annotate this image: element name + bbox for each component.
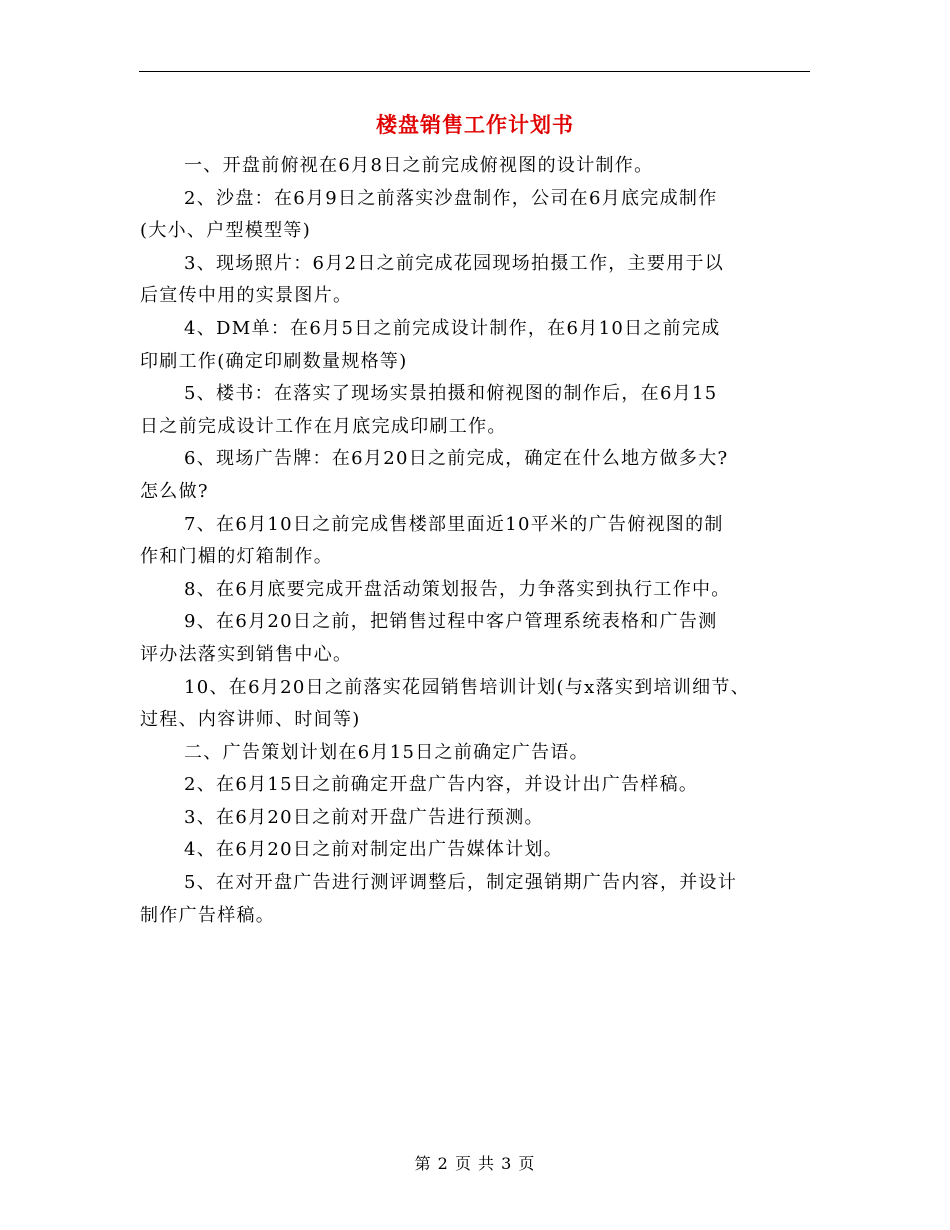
page-number: 第 2 页 共 3 页	[414, 1154, 536, 1173]
paragraph-line: 6、现场广告牌：在6月20日之前完成，确定在什么地方做多大?	[184, 448, 729, 470]
document-title: 楼盘销售工作计划书	[376, 113, 574, 137]
paragraph-3	[140, 248, 820, 313]
paragraph-line: 怎么做?	[140, 480, 209, 502]
paragraph-4	[140, 313, 820, 378]
paragraph-line: 3、在6月20日之前对开盘广告进行预测。	[184, 806, 544, 828]
paragraph-line: 9、在6月20日之前，把销售过程中客户管理系统表格和广告测	[184, 611, 718, 633]
paragraph-14	[140, 834, 820, 867]
document-body	[140, 150, 820, 932]
paragraph-9	[140, 606, 820, 671]
paragraph-8	[140, 574, 820, 607]
paragraph-line: 作和门楣的灯箱制作。	[140, 546, 333, 568]
paragraph-1	[140, 150, 820, 183]
paragraph-line: 印刷工作(确定印刷数量规格等)	[140, 350, 408, 372]
paragraph-line: 4、在6月20日之前对制定出广告媒体计划。	[184, 839, 564, 861]
paragraph-11	[140, 737, 820, 770]
paragraph-line: 评办法落实到销售中心。	[140, 643, 353, 665]
paragraph-6	[140, 443, 820, 508]
header-rule	[139, 71, 810, 72]
paragraph-line: 10、在6月20日之前落实花园销售培训计划(与x落实到培训细节、	[184, 676, 751, 698]
paragraph-5	[140, 378, 820, 443]
paragraph-13	[140, 802, 820, 835]
paragraph-2	[140, 183, 820, 248]
paragraph-line: 8、在6月底要完成开盘活动策划报告，力争落实到执行工作中。	[184, 578, 731, 600]
paragraph-line: (大小、户型模型等)	[140, 220, 312, 242]
paragraph-line: 一、开盘前俯视在6月8日之前完成俯视图的设计制作。	[184, 155, 654, 176]
paragraph-15	[140, 867, 820, 932]
paragraph-line: 7、在6月10日之前完成售楼部里面近10平米的广告俯视图的制	[184, 513, 724, 535]
paragraph-line: 制作广告样稿。	[140, 904, 276, 926]
paragraph-line: 5、在对开盘广告进行测评调整后，制定强销期广告内容，并设计	[184, 872, 738, 894]
paragraph-line: 过程、内容讲师、时间等)	[140, 709, 361, 731]
paragraph-line: 二、广告策划计划在6月15日之前确定广告语。	[184, 741, 589, 763]
paragraph-7	[140, 509, 820, 574]
paragraph-line: 3、现场照片：6月2日之前完成花园现场拍摄工作，主要用于以	[184, 252, 725, 274]
paragraph-line: 后宣传中用的实景图片。	[140, 285, 353, 307]
paragraph-10	[140, 672, 820, 737]
paragraph-line: 2、沙盘：在6月9日之前落实沙盘制作，公司在6月底完成制作	[184, 187, 718, 209]
paragraph-12	[140, 769, 820, 802]
paragraph-line: 2、在6月15日之前确定开盘广告内容，并设计出广告样稿。	[184, 774, 699, 796]
paragraph-line: 日之前完成设计工作在月底完成印刷工作。	[140, 415, 507, 437]
paragraph-line: 4、DM单：在6月5日之前完成设计制作，在6月10日之前完成	[184, 317, 721, 339]
paragraph-line: 5、楼书：在落实了现场实景拍摄和俯视图的制作后，在6月15	[184, 383, 718, 405]
